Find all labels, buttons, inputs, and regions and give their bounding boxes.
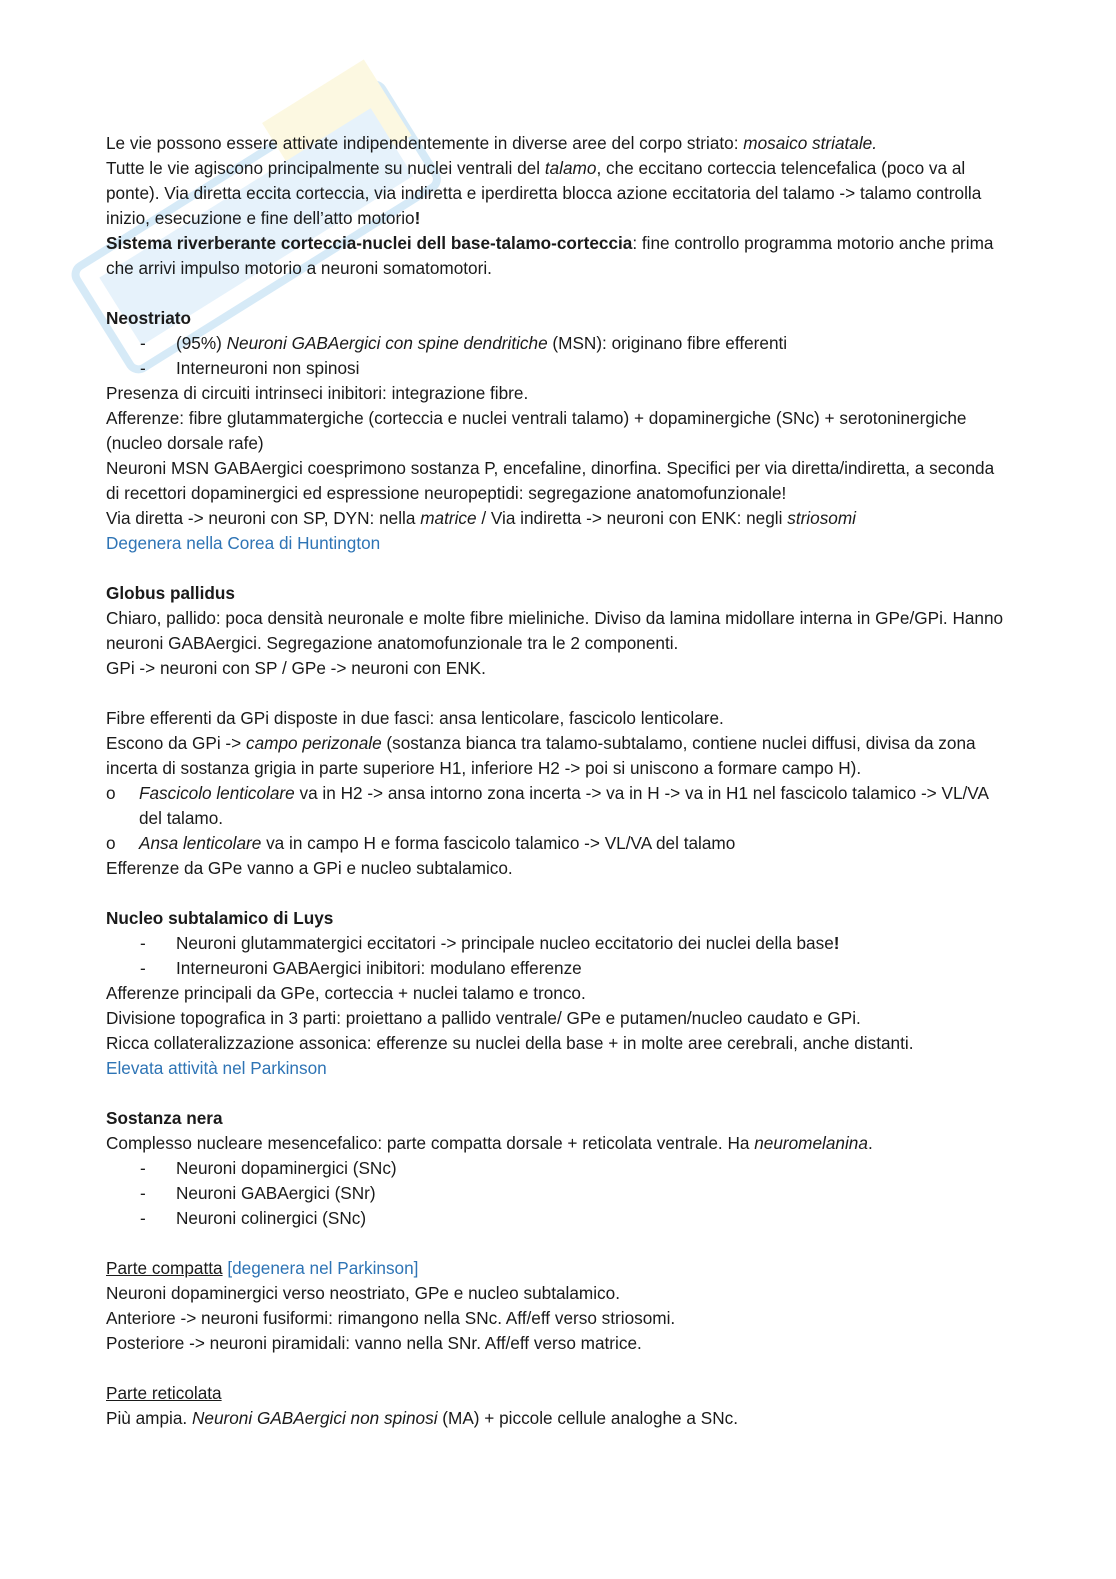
paragraph: Presenza di circuiti intrinseci inibitori: integrazione fibre. xyxy=(106,383,529,403)
globus-pallidus-heading: Globus pallidus xyxy=(106,583,235,603)
paragraph: Efferenze da GPe vanno a GPi e nucleo subtalamico. xyxy=(106,858,513,878)
paragraph: Afferenze principali da GPe, corteccia + nuclei talamo e tronco. xyxy=(106,983,586,1003)
list-item: - (95%) Neuroni GABAergici con spine dendritiche (MSN): originano fibre efferenti xyxy=(140,333,788,353)
sostanza-nera-heading: Sostanza nera xyxy=(106,1108,223,1128)
paragraph: Divisione topografica in 3 parti: proiettano a pallido ventrale/ GPe e putamen/nucleo caudato e GPi. xyxy=(106,1008,861,1028)
parte-reticolata-subheading: Parte reticolata xyxy=(106,1383,222,1403)
clinical-note: Degenera nella Corea di Huntington xyxy=(106,533,381,553)
list-item: - Neuroni GABAergici (SNr) xyxy=(140,1183,376,1203)
paragraph: Più ampia. Neuroni GABAergici non spinosi (MA) + piccole cellule analoghe a SNc. xyxy=(106,1408,738,1428)
list-item: - Interneuroni non spinosi xyxy=(140,358,360,378)
list-item: - Interneuroni GABAergici inibitori: modulano efferenze xyxy=(140,958,582,978)
list-item: - Neuroni dopaminergici (SNc) xyxy=(140,1158,397,1178)
paragraph: Complesso nucleare mesencefalico: parte compatta dorsale + reticolata ventrale. Ha neuromelanina. xyxy=(106,1133,873,1153)
paragraph: Anteriore -> neuroni fusiformi: rimangono nella SNc. Aff/eff verso striosomi. xyxy=(106,1308,676,1328)
intro-paragraph-3: Sistema riverberante corteccia-nuclei dell base-talamo-corteccia: fine controllo programma motorio anche prima che arrivi impulso motorio a neuroni somatomotori. xyxy=(106,233,994,278)
intro-line-1: Le vie possono essere attivate indipendentemente in diverse aree del corpo striato: mosaico striatale. xyxy=(106,133,878,153)
paragraph: Ricca collateralizzazione assonica: efferenze su nuclei della base + in molte aree cerebrali, anche distanti. xyxy=(106,1033,914,1053)
list-item: - Neuroni glutammatergici eccitatori -> principale nucleo eccitatorio dei nuclei della base! xyxy=(140,933,840,953)
document-page xyxy=(106,131,1011,1431)
parte-compatta-subheading: Parte compatta [degenera nel Parkinson] xyxy=(106,1258,419,1278)
list-item: - Neuroni colinergici (SNc) xyxy=(140,1208,367,1228)
list-item: o Ansa lenticolare va in campo H e forma fascicolo talamico -> VL/VA del talamo xyxy=(106,833,736,853)
paragraph: Via diretta -> neuroni con SP, DYN: nella matrice / Via indiretta -> neuroni con ENK: negli striosomi xyxy=(106,508,856,528)
paragraph: Posteriore -> neuroni piramidali: vanno nella SNr. Aff/eff verso matrice. xyxy=(106,1333,642,1353)
paragraph: Fibre efferenti da GPi disposte in due fasci: ansa lenticolare, fascicolo lenticolare. xyxy=(106,708,724,728)
paragraph: Escono da GPi -> campo perizonale (sostanza bianca tra talamo-subtalamo, contiene nuclei diffusi, divisa da zona incerta di sostanza grigia in parte superiore H1, inferiore H2 -> poi si uniscono a formare campo H). xyxy=(106,733,976,778)
paragraph: Neuroni dopaminergici verso neostriato, GPe e nucleo subtalamico. xyxy=(106,1283,620,1303)
paragraph: Chiaro, pallido: poca densità neuronale e molte fibre mieliniche. Diviso da lamina midollare interna in GPe/GPi. Hanno neuroni GABAergici. Segregazione anatomofunzionale tra le 2 componenti. xyxy=(106,608,1004,653)
neostriato-heading: Neostriato xyxy=(106,308,191,328)
intro-paragraph-2: Tutte le vie agiscono principalmente su nuclei ventrali del talamo, che eccitano corteccia telencefalica (poco va al ponte). Via diretta eccita corteccia, via indiretta e iperdiretta blocca azione eccitatoria del talamo -> talamo controlla inizio, esecuzione e fine dell’atto motorio! xyxy=(106,158,982,228)
paragraph: Neuroni MSN GABAergici coesprimono sostanza P, encefaline, dinorfina. Specifici per via diretta/indiretta, a seconda di recettori dopaminergici ed espressione neuropeptidi: segregazione anatomofunzionale! xyxy=(106,458,995,503)
list-item: o Fascicolo lenticolare va in H2 -> ansa intorno zona incerta -> va in H -> va in H1 nel fascicolo talamico -> VL/VA del talamo. xyxy=(106,783,988,828)
clinical-note: Elevata attività nel Parkinson xyxy=(106,1058,327,1078)
subtalamico-heading: Nucleo subtalamico di Luys xyxy=(106,908,334,928)
paragraph: GPi -> neuroni con SP / GPe -> neuroni con ENK. xyxy=(106,658,486,678)
paragraph: Afferenze: fibre glutammatergiche (corteccia e nuclei ventrali talamo) + dopaminergiche (SNc) + serotoninergiche (nucleo dorsale rafe) xyxy=(106,408,967,453)
